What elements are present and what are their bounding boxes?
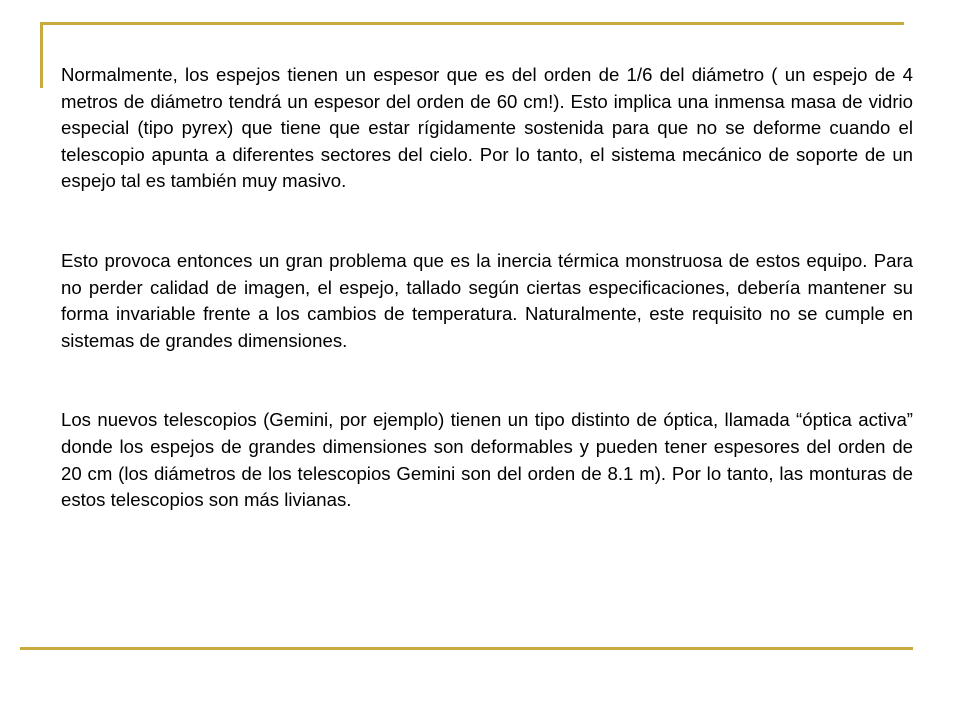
paragraph-thermal-inertia: Esto provoca entonces un gran problema que es la inercia térmica monstruosa de estos equipo. Para no perder calidad de imagen, el espejo, tallado según ciertas especificaciones, debería mantener su forma invariable frente a los cambios de temperatura. Naturalmente, este requisito no se cumple en sistemas de grandes dimensiones. xyxy=(61,249,913,351)
paragraph-mirror-thickness: Normalmente, los espejos tienen un espesor que es del orden de 1/6 del diámetro ( un espejo de 4 metros de diámetro tendrá un espesor del orden de 60 cm!). Esto implica una inmensa masa de vidrio especial (tipo pyrex) que tiene que estar rígidamente sostenida para que no se deforme cuando el telescopio apunta a diferentes sectores del cielo. Por lo tanto, el sistema mecánico de soporte de un espejo tal es también muy masivo. xyxy=(61,64,913,192)
left-border-line xyxy=(40,22,43,88)
top-border-line xyxy=(40,22,904,25)
paragraph-active-optics: Los nuevos telescopios (Gemini, por ejemplo) tienen un tipo distinto de óptica, llamada “óptica activa” donde los espejos de grandes dimensiones son deformables y pueden tener espesores del orden de 20 cm (los diámetros de los telescopios Gemini son del orden de 8.1 m). Por lo tanto, las monturas de estos telescopios son más livianas. xyxy=(61,409,913,511)
bottom-border-line xyxy=(20,647,913,650)
slide-body xyxy=(61,62,913,514)
